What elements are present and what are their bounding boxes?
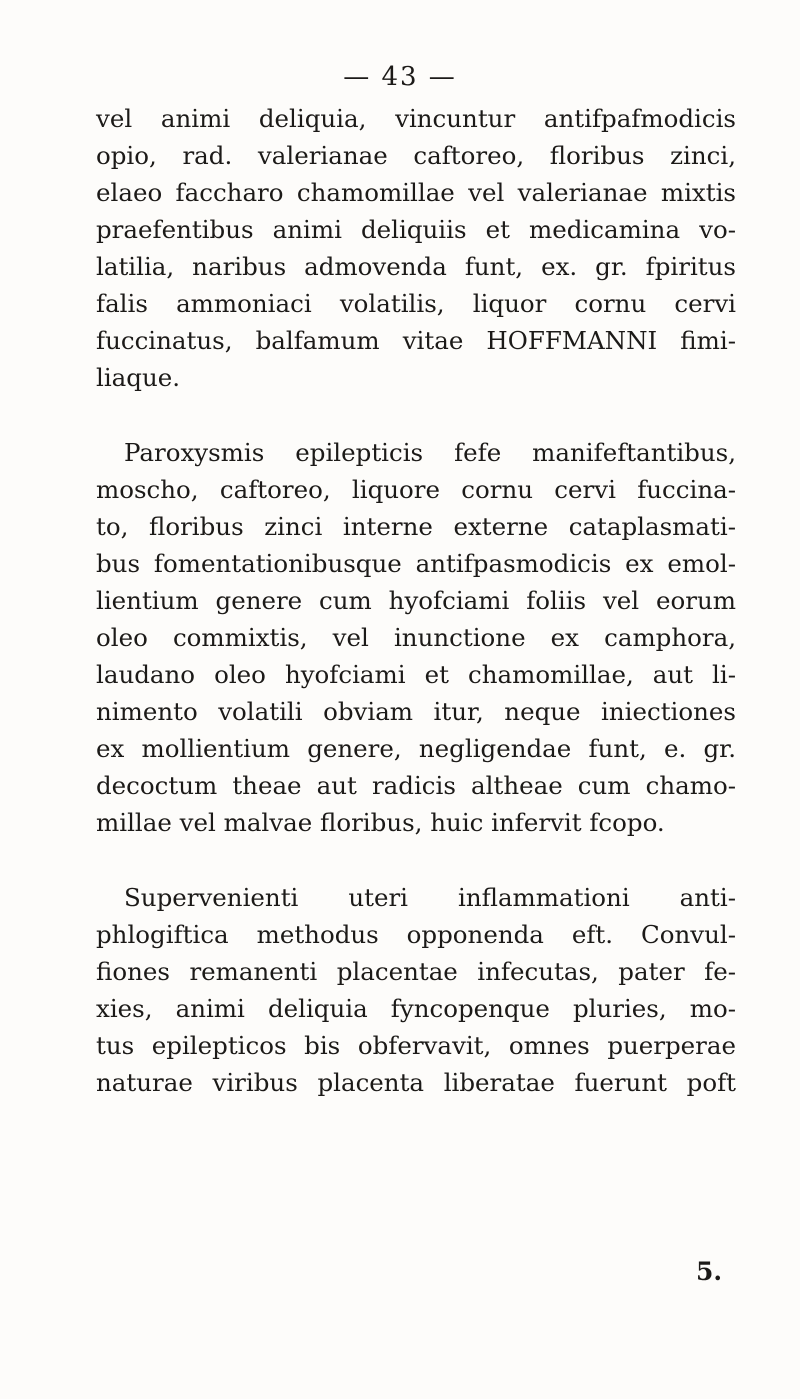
paragraph-1 [96, 100, 736, 396]
text-line: nimento volatili obviam itur, neque iniectiones [96, 697, 736, 726]
text-line: bus fomentationibusque antifpasmodicis ex emol- [96, 549, 736, 578]
text-line: tus epilepticos bis obfervavit, omnes puerperae [96, 1031, 736, 1060]
text-line: latilia, naribus admovenda funt, ex. gr. fpiritus [96, 252, 736, 281]
text-line: falis ammoniaci volatilis, liquor cornu cervi [96, 289, 736, 318]
text-line: to, floribus zinci interne externe cataplasmati- [96, 512, 736, 541]
text-line: opio, rad. valerianae caftoreo, floribus zinci, [96, 141, 736, 170]
paragraph-3 [96, 879, 736, 1101]
text-line: moscho, caftoreo, liquore cornu cervi fuccina- [96, 475, 736, 504]
text-line: ex mollientium genere, negligendae funt, e. gr. [96, 734, 736, 763]
text-line: naturae viribus placenta liberatae fuerunt poft [96, 1068, 736, 1097]
text-line: liaque. [96, 363, 181, 392]
text-line: fiones remanenti placentae infecutas, pater fe- [96, 957, 736, 986]
text-line: lientium genere cum hyofciami foliis vel eorum [96, 586, 736, 615]
body-text [96, 100, 736, 1101]
text-line: decoctum theae aut radicis altheae cum chamo- [96, 771, 736, 800]
text-line: laudano oleo hyofciami et chamomillae, aut li- [96, 660, 736, 689]
text-line: fuccinatus, balfamum vitae HOFFMANNI fimi- [96, 326, 736, 355]
text-line: vel animi deliquia, vincuntur antifpafmodicis [96, 104, 736, 133]
text-line: millae vel malvae floribus, huic infervit fcopo. [96, 808, 665, 837]
text-line: oleo commixtis, vel inunctione ex camphora, [96, 623, 736, 652]
text-line: praefentibus animi deliquiis et medicamina vo- [96, 215, 736, 244]
text-line: Supervenienti uteri inflammationi anti- [124, 883, 736, 912]
text-line: xies, animi deliquia fyncopenque pluries, mo- [96, 994, 736, 1023]
catchword: 5. [696, 1257, 723, 1286]
text-line: elaeo faccharo chamomillae vel valerianae mixtis [96, 178, 736, 207]
page-number: — 43 — [343, 62, 457, 92]
paragraph-2 [96, 434, 736, 841]
text-line: Paroxysmis epilepticis fefe manifeftantibus, [124, 438, 736, 467]
text-line: phlogiftica methodus opponenda eft. Convul- [96, 920, 736, 949]
